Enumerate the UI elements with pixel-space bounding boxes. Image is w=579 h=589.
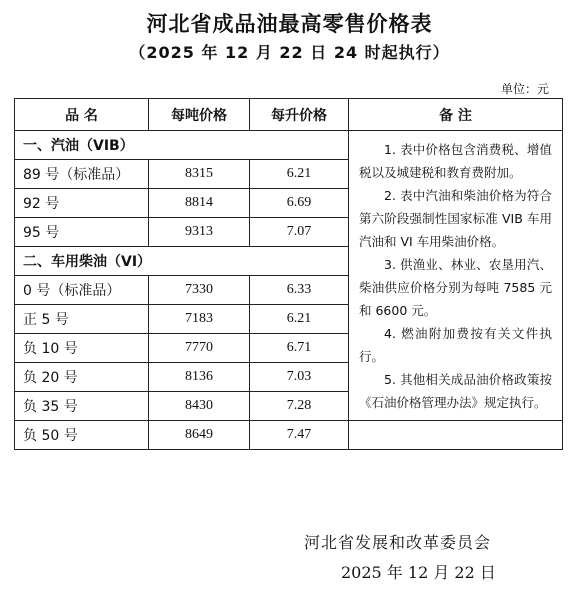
remark-item: 4. 燃油附加费按有关文件执行。 [359, 325, 552, 364]
header-per-liter: 每升价格 [250, 99, 349, 131]
remark-item: 2. 表中汽油和柴油价格为符合第六阶段强制性国家标准 VIB 车用汽油和 VI 车用柴油价格。 [359, 187, 552, 249]
price-per-liter: 7.03 [250, 363, 349, 392]
product-name: 负 20 号 [15, 363, 149, 392]
header-remarks: 备 注 [349, 99, 563, 131]
price-per-ton: 8814 [149, 189, 250, 218]
remark-item: 5. 其他相关成品油价格政策按《石油价格管理办法》规定执行。 [359, 371, 552, 410]
price-table [14, 98, 563, 450]
page-title: 河北省成品油最高零售价格表 [146, 12, 433, 36]
price-per-liter: 6.69 [250, 189, 349, 218]
product-name: 95 号 [15, 218, 149, 247]
section-row-gasoline [15, 131, 563, 160]
header-per-ton: 每吨价格 [149, 99, 250, 131]
table-header-row [15, 99, 563, 131]
price-per-liter: 6.21 [250, 160, 349, 189]
remarks-cell-end [349, 421, 563, 450]
product-name: 负 50 号 [15, 421, 149, 450]
price-per-ton: 8315 [149, 160, 250, 189]
price-per-liter: 7.07 [250, 218, 349, 247]
header-name: 品 名 [15, 99, 149, 131]
product-name: 0 号（标准品） [15, 276, 149, 305]
price-per-liter: 6.21 [250, 305, 349, 334]
page-subtitle: （2025 年 12 月 22 日 24 时起执行） [129, 43, 450, 62]
price-per-ton: 8136 [149, 363, 250, 392]
price-per-liter: 7.28 [250, 392, 349, 421]
product-name: 89 号（标准品） [15, 160, 149, 189]
remark-item: 3. 供渔业、林业、农垦用汽、柴油供应价格分别为每吨 7585 元和 6600 元。 [359, 256, 552, 318]
price-per-liter: 7.47 [250, 421, 349, 450]
product-name: 正 5 号 [15, 305, 149, 334]
price-per-liter: 6.71 [250, 334, 349, 363]
section-title: 二、车用柴油（VI） [15, 247, 349, 276]
price-per-ton: 9313 [149, 218, 250, 247]
product-name: 负 10 号 [15, 334, 149, 363]
price-per-ton: 7770 [149, 334, 250, 363]
product-name: 92 号 [15, 189, 149, 218]
product-name: 负 35 号 [15, 392, 149, 421]
unit-label: 单位：元 [500, 82, 549, 96]
price-per-ton: 7183 [149, 305, 250, 334]
price-per-ton: 8649 [149, 421, 250, 450]
price-per-ton: 7330 [149, 276, 250, 305]
price-per-liter: 6.33 [250, 276, 349, 305]
price-per-ton: 8430 [149, 392, 250, 421]
remark-item: 1. 表中价格包含消费税、增值税以及城建税和教育费附加。 [359, 141, 552, 180]
table-row [15, 421, 563, 450]
remarks-cell [349, 131, 563, 421]
issue-date: 2025 年 12 月 22 日 [341, 563, 496, 582]
section-title: 一、汽油（VIB） [15, 131, 349, 160]
issuing-organization: 河北省发展和改革委员会 [304, 533, 492, 552]
